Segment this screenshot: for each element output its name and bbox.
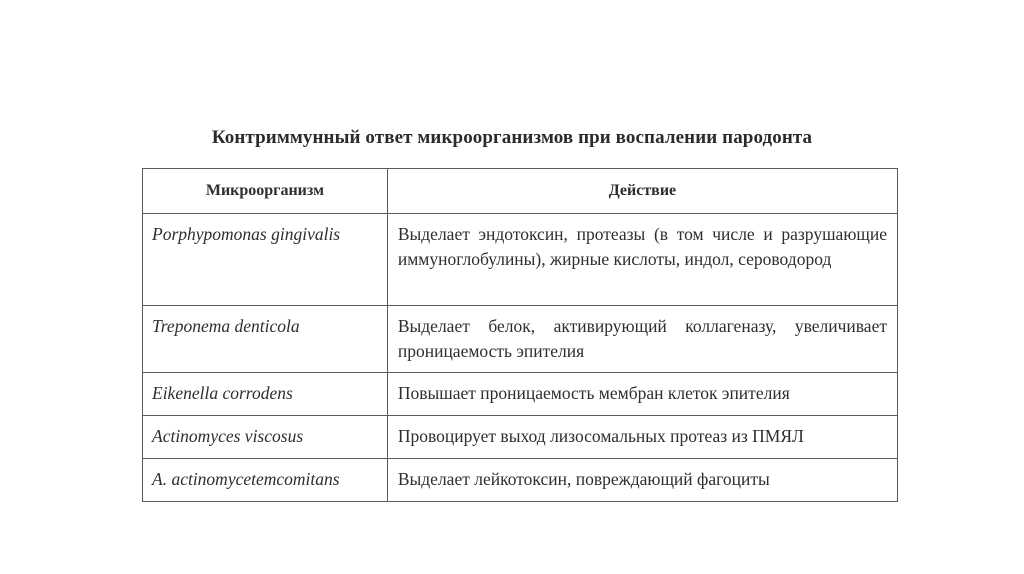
table-header-row [143, 169, 898, 214]
action-cell: Повышает проницаемость мембран клеток эпителия [387, 373, 897, 416]
table-row [143, 459, 898, 502]
header-action: Действие [387, 169, 897, 214]
organism-cell: A. actinomycetemcomitans [143, 459, 388, 502]
organism-cell: Eikenella corrodens [143, 373, 388, 416]
microorganism-table [142, 168, 898, 502]
table-title: Контриммунный ответ микроорганизмов при воспалении пародонта [211, 127, 813, 148]
header-organism: Микроорганизм [143, 169, 388, 214]
organism-cell: Porphypomonas gingivalis [143, 214, 388, 306]
table-row [143, 416, 898, 459]
table-row [143, 306, 898, 373]
table-row [143, 373, 898, 416]
action-cell: Выделает лейкотоксин, повреждающий фагоциты [387, 459, 897, 502]
table-row [143, 214, 898, 306]
action-cell: Выделает эндотоксин, протеазы (в том числе и разрушающие иммуноглобулины), жирные кислоты, индол, сероводород [387, 214, 897, 306]
action-cell: Выделает белок, активирующий коллагеназу, увеличивает проницаемость эпителия [387, 306, 897, 373]
action-cell: Провоцирует выход лизосомальных протеаз из ПМЯЛ [387, 416, 897, 459]
organism-cell: Treponema denticola [143, 306, 388, 373]
organism-cell: Actinomyces viscosus [143, 416, 388, 459]
